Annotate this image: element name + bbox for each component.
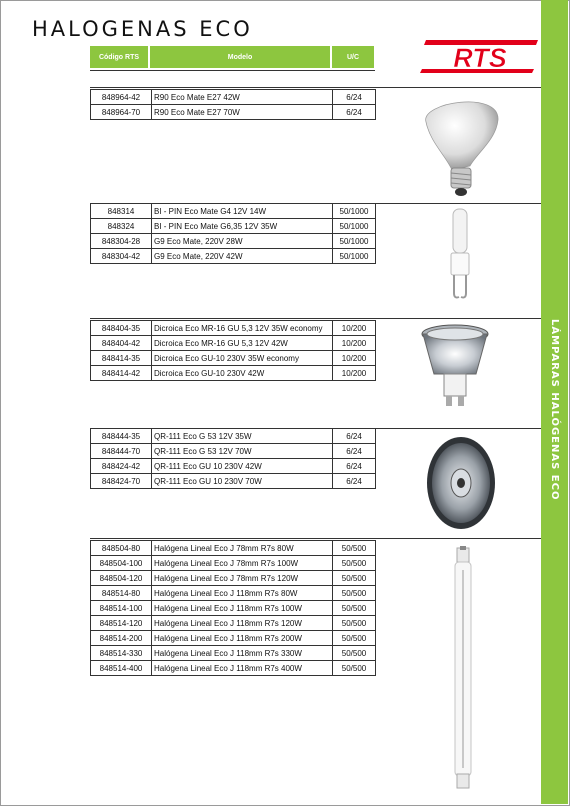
table-row [91,219,376,234]
product-table-dicroica [90,320,376,381]
product-table-r90 [90,89,376,120]
header-underline [90,70,375,71]
sidebar-label [541,319,568,501]
uc-cell: 50/500 [333,556,376,571]
dichroic-gu10-image [420,322,490,416]
model-cell: Halógena Lineal Eco J 118mm R7s 330W [152,646,333,661]
table-row [91,234,376,249]
code-cell: 848964-42 [91,90,152,105]
table-row [91,616,376,631]
uc-cell: 50/1000 [333,204,376,219]
table-row [91,90,376,105]
uc-cell: 6/24 [333,474,376,489]
model-cell: Dicroica Eco GU-10 230V 42W [152,366,333,381]
g9-capsule-image [445,207,475,302]
r90-bulb-image [418,90,502,198]
header-codigo: Código RTS [90,46,148,68]
uc-cell: 50/1000 [333,249,376,264]
code-cell: 848324 [91,219,152,234]
code-cell: 848444-35 [91,429,152,444]
code-cell: 848514-330 [91,646,152,661]
code-cell: 848314 [91,204,152,219]
model-cell: BI - PIN Eco Mate G6,35 12V 35W [152,219,333,234]
table-row [91,556,376,571]
page-title: HALOGENAS ECO [32,17,253,41]
table-row [91,586,376,601]
uc-cell: 50/500 [333,541,376,556]
model-cell: QR-111 Eco G 53 12V 70W [152,444,333,459]
uc-cell: 50/1000 [333,219,376,234]
code-cell: 848504-80 [91,541,152,556]
code-cell: 848514-120 [91,616,152,631]
table-row [91,661,376,676]
table-row [91,541,376,556]
model-cell: Halógena Lineal Eco J 78mm R7s 120W [152,571,333,586]
model-cell: Dicroica Eco MR-16 GU 5,3 12V 35W economy [152,321,333,336]
code-cell: 848404-42 [91,336,152,351]
section-divider [90,538,541,539]
uc-cell: 50/500 [333,616,376,631]
model-cell: Halógena Lineal Eco J 118mm R7s 100W [152,601,333,616]
table-row [91,646,376,661]
uc-cell: 50/500 [333,661,376,676]
section-divider [90,318,541,319]
table-row [91,429,376,444]
r7s-linear-lamp-image [446,546,480,790]
table-row [91,204,376,219]
section-divider [90,87,541,88]
code-cell: 848514-80 [91,586,152,601]
code-cell: 848414-42 [91,366,152,381]
table-row [91,336,376,351]
code-cell: 848304-28 [91,234,152,249]
model-cell: Halógena Lineal Eco J 78mm R7s 100W [152,556,333,571]
code-cell: 848504-120 [91,571,152,586]
model-cell: Halógena Lineal Eco J 78mm R7s 80W [152,541,333,556]
model-cell: R90 Eco Mate E27 70W [152,105,333,120]
uc-cell: 50/500 [333,571,376,586]
table-row [91,444,376,459]
code-cell: 848964-70 [91,105,152,120]
uc-cell: 10/200 [333,336,376,351]
model-cell: BI - PIN Eco Mate G4 12V 14W [152,204,333,219]
uc-cell: 6/24 [333,459,376,474]
model-cell: Halógena Lineal Eco J 118mm R7s 200W [152,631,333,646]
model-cell: QR-111 Eco G 53 12V 35W [152,429,333,444]
uc-cell: 50/500 [333,586,376,601]
table-row [91,631,376,646]
model-cell: Halógena Lineal Eco J 118mm R7s 80W [152,586,333,601]
model-cell: QR-111 Eco GU 10 230V 42W [152,459,333,474]
product-table-lineal [90,540,376,676]
product-table-bipin [90,203,376,264]
code-cell: 848424-70 [91,474,152,489]
uc-cell: 6/24 [333,105,376,120]
table-row [91,366,376,381]
code-cell: 848504-100 [91,556,152,571]
uc-cell: 10/200 [333,366,376,381]
model-cell: G9 Eco Mate, 220V 28W [152,234,333,249]
code-cell: 848414-35 [91,351,152,366]
table-row [91,571,376,586]
code-cell: 848444-70 [91,444,152,459]
header-uc: U/C [332,46,374,68]
table-row [91,601,376,616]
uc-cell: 6/24 [333,444,376,459]
uc-cell: 10/200 [333,321,376,336]
logo-text: RTS [453,43,507,73]
table-row [91,105,376,120]
uc-cell: 10/200 [333,351,376,366]
model-cell: R90 Eco Mate E27 42W [152,90,333,105]
table-row [91,459,376,474]
model-cell: Dicroica Eco MR-16 GU 5,3 12V 42W [152,336,333,351]
uc-cell: 50/500 [333,601,376,616]
uc-cell: 50/1000 [333,234,376,249]
uc-cell: 6/24 [333,90,376,105]
model-cell: Halógena Lineal Eco J 118mm R7s 120W [152,616,333,631]
table-row [91,249,376,264]
code-cell: 848404-35 [91,321,152,336]
code-cell: 848424-42 [91,459,152,474]
product-table-qr111 [90,428,376,489]
code-cell: 848514-200 [91,631,152,646]
table-row [91,321,376,336]
code-cell: 848304-42 [91,249,152,264]
uc-cell: 50/500 [333,631,376,646]
code-cell: 848514-100 [91,601,152,616]
sidebar-label-text: LÁMPARAS HALÓGENAS ECO [549,319,560,501]
model-cell: Halógena Lineal Eco J 118mm R7s 400W [152,661,333,676]
table-row [91,351,376,366]
code-cell: 848514-400 [91,661,152,676]
model-cell: Dicroica Eco GU-10 230V 35W economy [152,351,333,366]
uc-cell: 6/24 [333,429,376,444]
rts-logo [420,36,540,76]
table-row [91,474,376,489]
model-cell: G9 Eco Mate, 220V 42W [152,249,333,264]
qr111-lamp-image [425,434,497,532]
model-cell: QR-111 Eco GU 10 230V 70W [152,474,333,489]
uc-cell: 50/500 [333,646,376,661]
header-modelo: Modelo [150,46,330,68]
